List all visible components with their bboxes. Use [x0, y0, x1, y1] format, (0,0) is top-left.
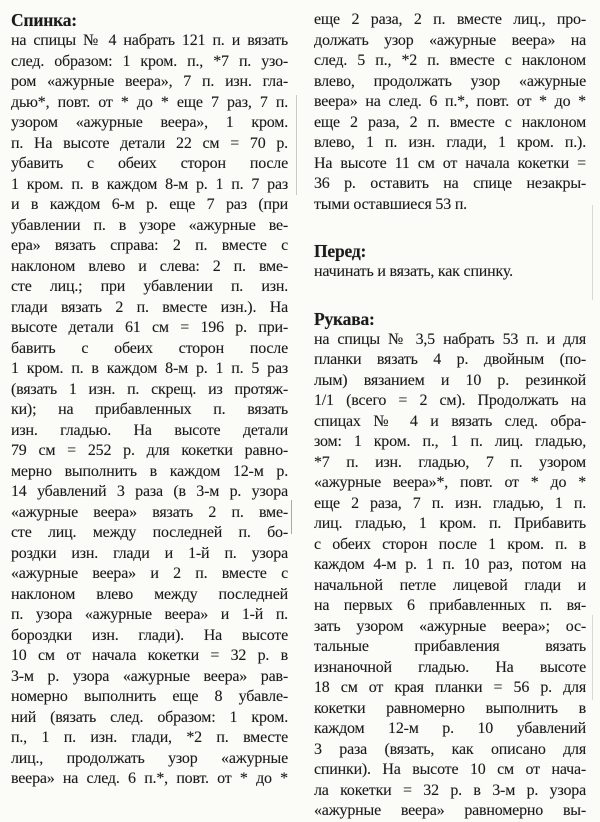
- text-line: 14 убавлений 3 раза (в 3-м р. узора: [11, 483, 288, 500]
- text-line: тальные прибавления вязать: [314, 638, 586, 655]
- text-line: п. На высоте детали 22 см = 70 р.: [11, 134, 288, 152]
- text-line: ний (вязать след. образом: 1 кром.: [11, 708, 288, 726]
- text-line: веера» на след. 6 п.*, повт. от * до *: [314, 93, 586, 110]
- text-line: бавить с обеих сторон после: [11, 339, 288, 357]
- text-line: лиц., продолжать узор «ажурные: [11, 749, 288, 767]
- text-line: «ажурные веера»*, повт. от * до *: [314, 474, 586, 491]
- text-line: (вязать 1 изн. п. скрещ. из протяж-: [11, 380, 288, 398]
- text-line: 3 раза (вязать, как описано для: [314, 740, 586, 758]
- text-line: след. 5 п., *2 п. вместе с наклоном: [314, 52, 586, 69]
- text-line: начинать и вязать, как спинку.: [314, 263, 513, 280]
- text-line: зать узором «ажурные веера»; ос-: [314, 617, 586, 635]
- text-line: 18 см от края планки = 56 р. для: [314, 679, 586, 696]
- text-line: на спицы № 4 набрать 121 п. и вязать: [11, 32, 288, 49]
- text-line: 1/1 (всего = 2 см). Продолжать на: [314, 392, 586, 409]
- text-line: номерно выполнить еще 8 убавле-: [11, 688, 288, 705]
- text-line: на первых 6 прибавленных п. вя-: [314, 597, 586, 614]
- section-heading: Спинка:: [11, 10, 77, 30]
- text-line: кокетки равномерно выполнить в: [314, 699, 586, 717]
- text-line: лым) вязанием и 10 р. резинкой: [314, 371, 586, 389]
- section-heading: Перед:: [314, 241, 367, 261]
- text-line: роздки изн. глади и 1-й п. узора: [11, 544, 288, 562]
- text-line: п. узора «ажурные веера» и 1-й п.: [11, 606, 288, 623]
- text-line: мерно выполнить в каждом 12-м р.: [11, 462, 288, 480]
- text-line: сте лиц. между последней п. бо-: [11, 524, 288, 541]
- text-line: каждом 12-м р. 10 убавлений: [314, 720, 586, 737]
- scan-artifact-line: [296, 95, 297, 195]
- text-line: влево, продолжать узор «ажурные: [314, 72, 586, 90]
- text-line: 36 р. оставить на спице незакры-: [314, 175, 586, 192]
- text-line: влево, 1 п. изн. глади, 1 кром. п.).: [314, 134, 586, 151]
- text-line: с обеих сторон после 1 кром. п. в: [314, 535, 586, 553]
- text-line: изн. гладью. На высоте детали: [11, 421, 288, 439]
- text-line: 3-м р. узора «ажурные веера» рав-: [11, 667, 288, 685]
- scan-artifact-line: [291, 500, 292, 534]
- text-line: еще 2 раза, 7 п. изн. гладью, 1 п.: [314, 494, 586, 512]
- section-рукава: [314, 309, 586, 822]
- text-column-left: [11, 10, 288, 790]
- text-line: на спицы № 3,5 набрать 53 п. и для: [314, 330, 586, 348]
- text-line: 1 кром. п. в каждом 8-м р. 1 п. 5 раз: [11, 360, 288, 377]
- text-line: планки вязать 4 р. двойным (по-: [314, 351, 586, 368]
- text-line: еще 2 раза, 2 п. вместе с наклоном: [314, 113, 586, 131]
- scan-artifact-line: [592, 615, 593, 700]
- text-line: 10 см от начала кокетки = 32 р. в: [11, 647, 288, 664]
- text-line: высоте детали 61 см = 196 р. при-: [11, 319, 288, 336]
- text-line: след. образом: 1 кром. п., *7 п. узо-: [11, 52, 288, 70]
- text-line: еще 2 раза, 2 п. вместе лиц., про-: [314, 11, 586, 28]
- text-line: ром «ажурные веера», 7 п. изн. гла-: [11, 73, 288, 90]
- text-line: глади вязать 2 п. вместе изн.). На: [11, 298, 288, 316]
- text-line: «ажурные веера» равномерно вы-: [314, 802, 586, 819]
- text-line: ла кокетки = 32 р. в 3-м р. узора: [314, 781, 586, 799]
- text-line: спицах № 4 и вязать след. обра-: [314, 412, 586, 430]
- text-line: каждом 4-м р. 1 п. 10 раз, потом на: [314, 556, 586, 573]
- text-line: спинки). На высоте 10 см от нача-: [314, 761, 586, 778]
- text-line: должать узор «ажурные веера» на: [314, 31, 586, 49]
- text-line: «ажурные веера» вязать 2 п. вме-: [11, 503, 288, 521]
- section-перед: [314, 241, 586, 283]
- text-line: *7 п. изн. гладью, 7 п. узором: [314, 453, 586, 471]
- text-line: убавлении п. в узоре «ажурные ве-: [11, 216, 288, 234]
- text-line: «ажурные веера» и 2 п. вместе с: [11, 565, 288, 582]
- text-line: изнаночной гладью. На высоте: [314, 658, 586, 676]
- scan-artifact-line: [592, 205, 593, 300]
- text-line: ера» вязать справа: 2 п. вместе с: [11, 237, 288, 254]
- text-line: убавить с обеих сторон после: [11, 155, 288, 172]
- section-continuation: [314, 10, 586, 215]
- text-line: дью*, повт. от * до * еще 7 раз, 7 п.: [11, 93, 288, 111]
- text-line: На высоте 11 см от начала кокетки =: [314, 154, 586, 172]
- text-line: сте лиц.; при убавлении п. изн.: [11, 278, 288, 295]
- text-line: 1 кром. п. в каждом 8-м р. 1 п. 7 раз: [11, 175, 288, 193]
- text-line: бороздки изн. глади). На высоте: [11, 626, 288, 644]
- text-line: начальной петле лицевой глади и: [314, 576, 586, 594]
- text-line: наклоном влево между последней: [11, 585, 288, 603]
- text-line: узором «ажурные веера», 1 кром.: [11, 114, 288, 131]
- text-line: ки); на прибавленных п. вязать: [11, 401, 288, 418]
- text-line: наклоном влево и слева: 2 п. вме-: [11, 257, 288, 275]
- section-спинка: [11, 10, 288, 790]
- text-line: и в каждом 6-м р. еще 7 раз (при: [11, 196, 288, 213]
- text-line: зом: 1 кром. п., 1 п. лиц. гладью,: [314, 433, 586, 450]
- text-line: 79 см = 252 р. для кокетки равно-: [11, 442, 288, 459]
- text-line: лиц. гладью, 1 кром. п. Прибавить: [314, 515, 586, 532]
- text-column-right: [314, 10, 586, 822]
- text-line: тыми оставшиеся 53 п.: [314, 195, 467, 213]
- text-line: п., 1 п. изн. глади, *2 п. вместе: [11, 729, 288, 746]
- text-line: веера» на след. 6 п.*, повт. от * до *: [11, 770, 288, 787]
- section-heading: Рукава:: [314, 308, 375, 329]
